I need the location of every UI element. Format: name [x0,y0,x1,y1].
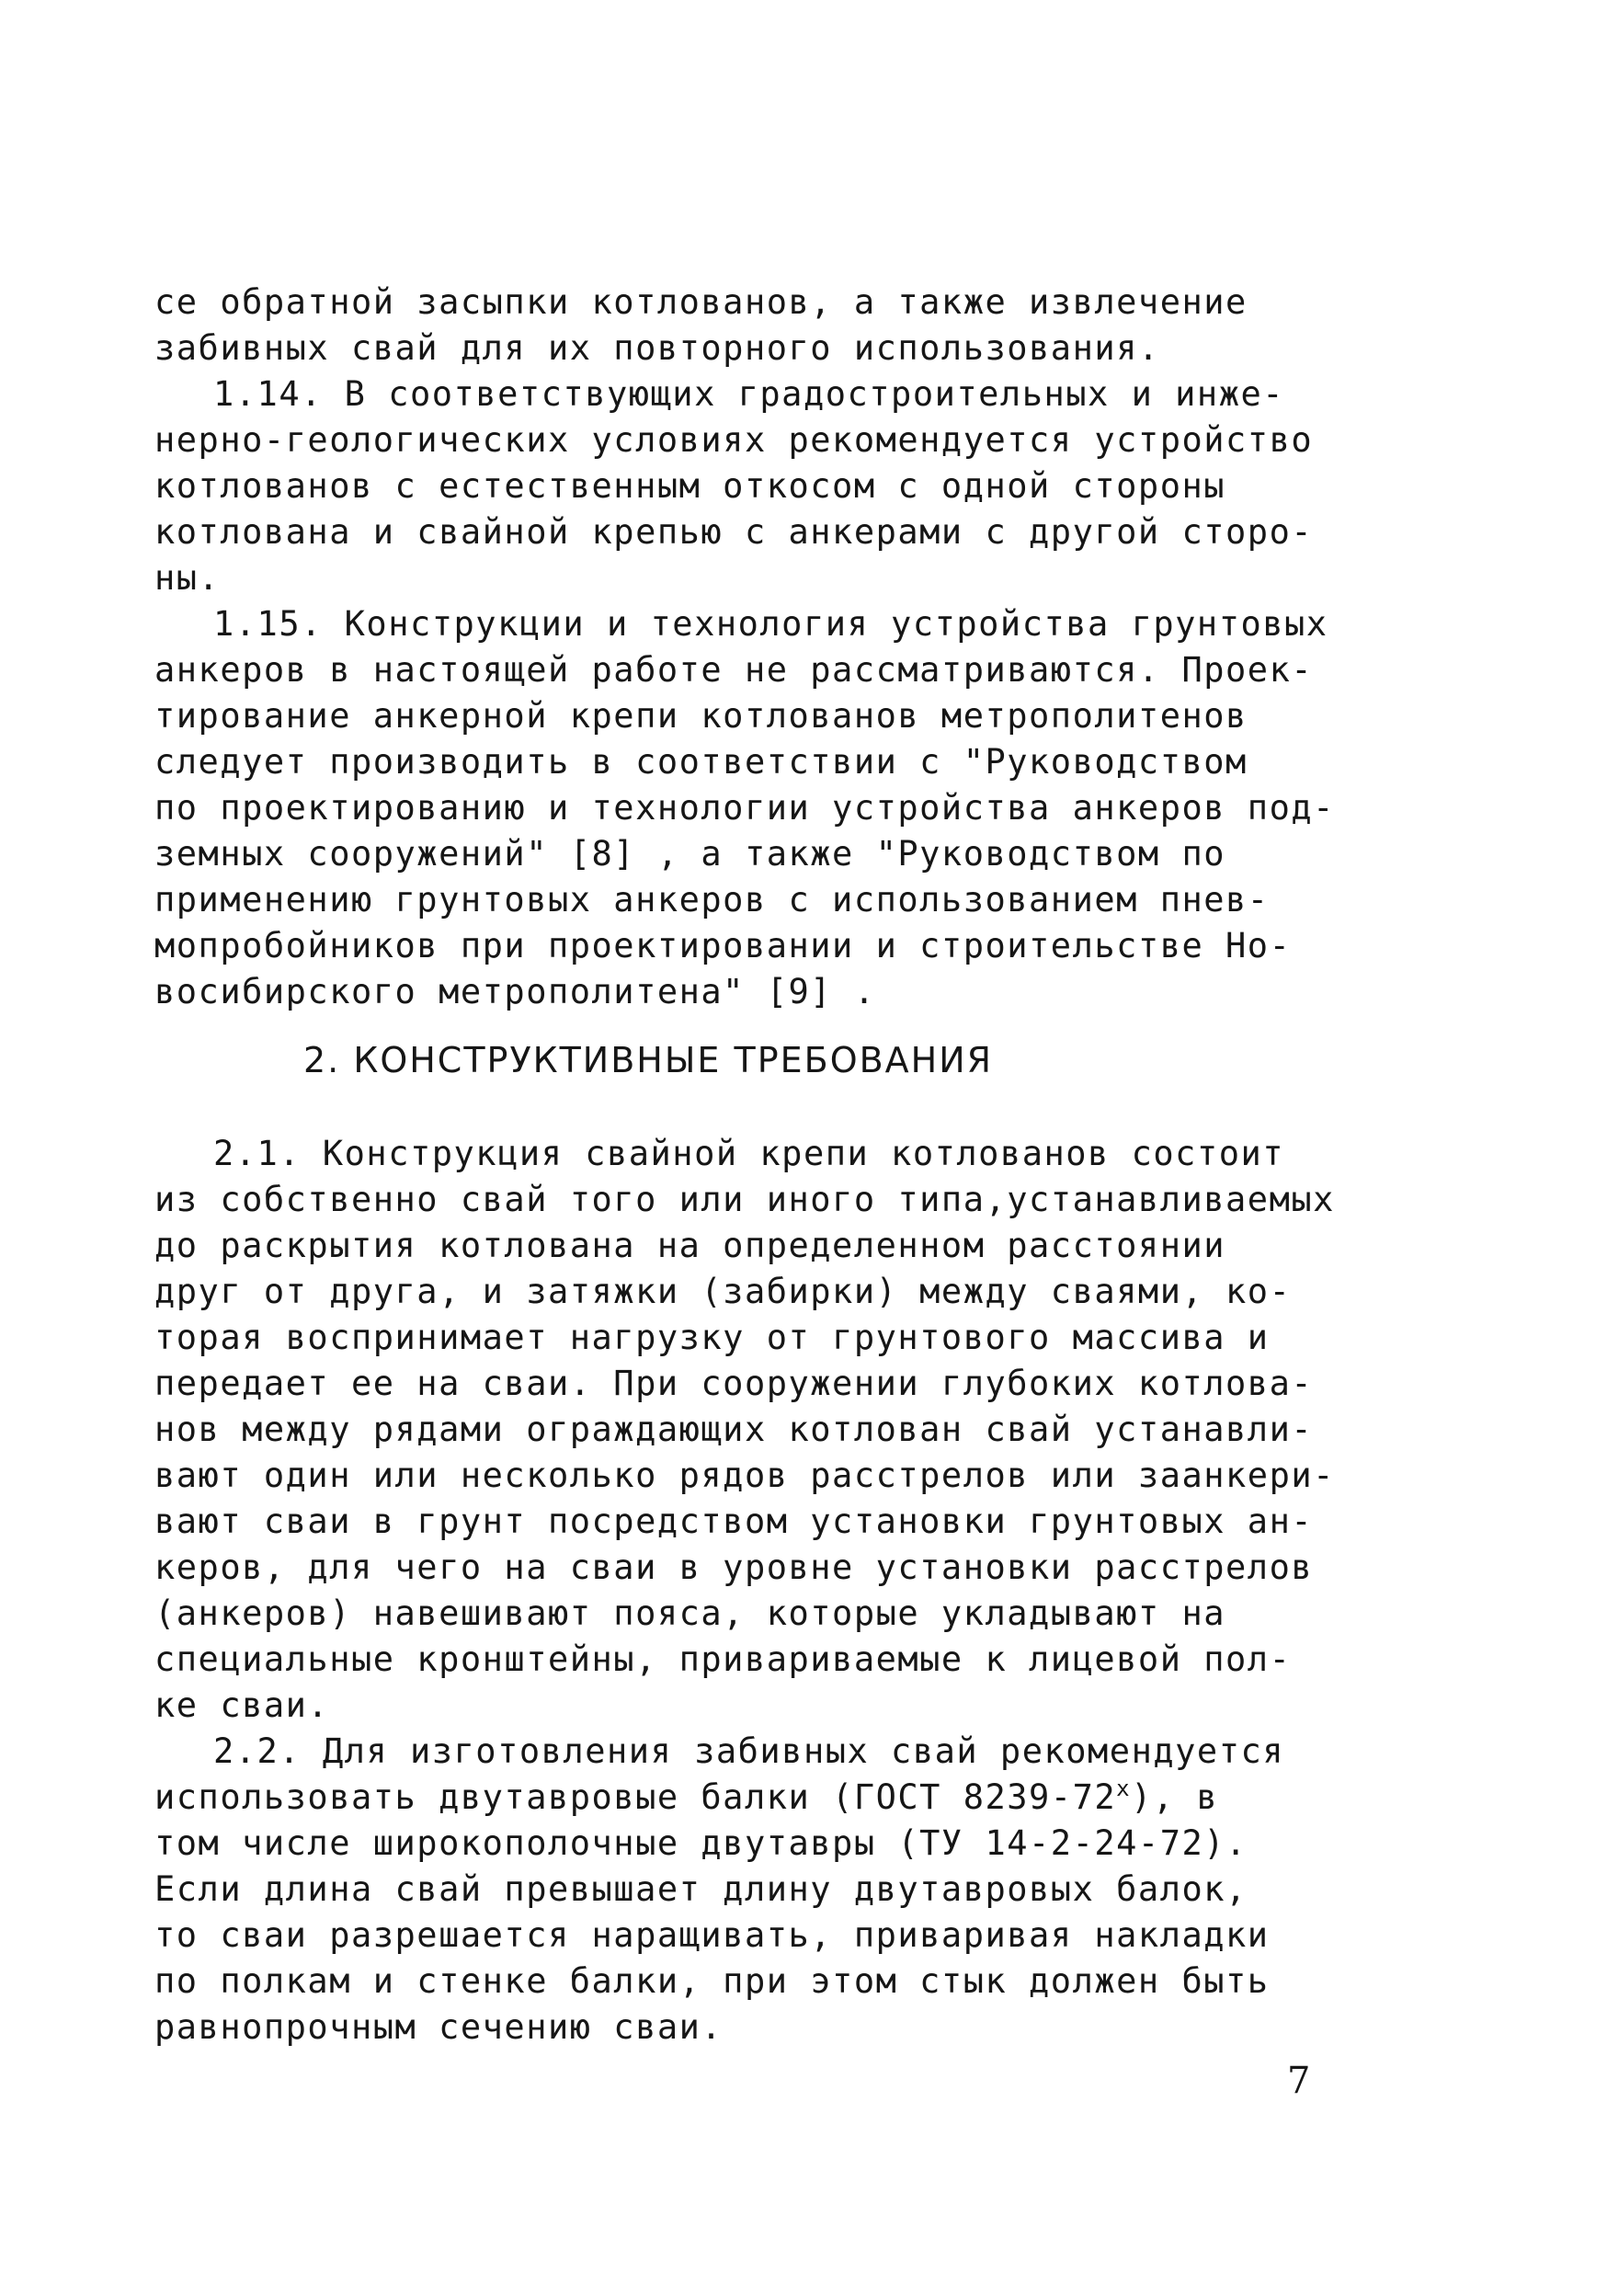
text-line: друг от друга, и затяжки (забирки) между сваями, ко- [154,1272,1292,1311]
text-line: передает ее на сваи. При сооружении глубоких котлова- [154,1364,1314,1403]
text-line: вают сваи в грунт посредством установки грунтовых ан- [154,1502,1314,1541]
text-line: восибирского метрополитена" [9] . [154,972,876,1011]
text-line: вают один или несколько рядов расстрелов или заанкери- [154,1456,1335,1495]
text-line: мопробойников при проектировании и строительстве Но- [154,926,1292,965]
text-line: 2.1. Конструкция свайной крепи котлованов состоит [213,1134,1285,1173]
text-line: керов, для чего на сваи в уровне установки расстрелов [154,1548,1314,1587]
text-line: нов между рядами ограждающих котлован свай устанавли- [154,1410,1314,1449]
text-line: ны. [154,558,221,598]
text-line: нерно-геологических условиях рекомендуется устройство [154,420,1314,460]
superscript-mark: х [1116,1776,1132,1801]
text-line: котлованов с естественным откосом с одной стороны [154,466,1226,506]
text-line: се обратной засыпки котлованов, а также извлечение [154,282,1248,322]
text-line: по полкам и стенке балки, при этом стык должен быть [154,1961,1270,2001]
page-number: 7 [1287,2060,1311,2102]
text-line: следует производить в соответствии с "Руководством [154,742,1248,782]
text-line [154,1776,1218,1819]
text-line: до раскрытия котлована на определенном расстоянии [154,1226,1226,1265]
text-line: 2.2. Для изготовления забивных свай рекомендуется [213,1731,1285,1771]
text-line: равнопрочным сечению сваи. [154,2007,724,2047]
text-line: (анкеров) навешивают пояса, которые укладывают на [154,1593,1226,1633]
text-segment: ), в [1131,1777,1219,1817]
text-line: забивных свай для их повторного использования. [154,328,1160,368]
text-line: Если длина свай превышает длину двутавровых балок, [154,1869,1248,1909]
text-line: то сваи разрешается наращивать, приваривая накладки [154,1915,1270,1955]
text-line: торая воспринимает нагрузку от грунтового массива и [154,1318,1270,1357]
text-line: применению грунтовых анкеров с использованием пнев- [154,880,1270,920]
text-line: 1.14. В соответствующих градостроительных и инже- [213,374,1285,414]
text-line: 1.15. Конструкции и технология устройства грунтовых [213,604,1328,644]
text-line: анкеров в настоящей работе не рассматриваются. Проек- [154,650,1314,690]
text-line: том числе широкополочные двутавры (ТУ 14-2-24-72). [154,1823,1248,1863]
text-line: специальные кронштейны, привариваемые к лицевой пол- [154,1639,1292,1679]
text-line: тирование анкерной крепи котлованов метрополитенов [154,696,1248,736]
text-segment: использовать двутавровые балки (ГОСТ 8239-72 [154,1777,1117,1817]
text-line: ке сваи. [154,1685,330,1725]
text-line: по проектированию и технологии устройства анкеров под- [154,788,1335,828]
text-line: котлована и свайной крепью с анкерами с другой сторо- [154,512,1314,552]
section-heading: 2. КОНСТРУКТИВНЫЕ ТРЕБОВАНИЯ [303,1040,994,1080]
text-line: земных сооружений" [8] , а также "Руководством по [154,834,1226,874]
text-line: из собственно свай того или иного типа,устанавливаемых [154,1180,1335,1219]
